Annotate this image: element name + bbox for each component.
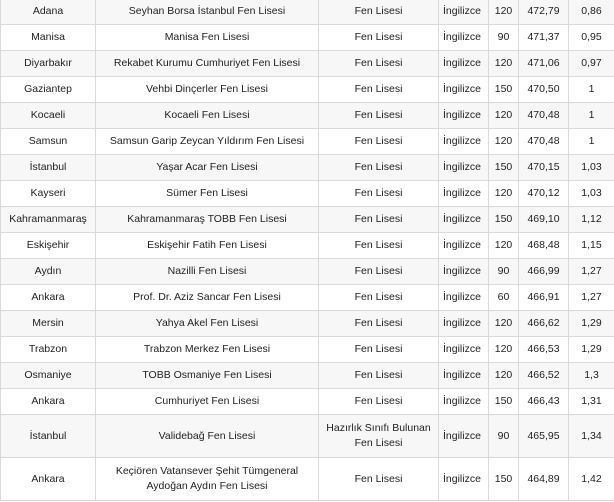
score-cell: 464,89	[519, 458, 569, 501]
school-name-cell: Vehbi Dinçerler Fen Lisesi	[96, 77, 319, 103]
quota-cell: 120	[489, 311, 519, 337]
school-type-cell: Fen Lisesi	[319, 0, 439, 25]
percentile-cell: 1	[569, 77, 614, 103]
school-type-cell: Fen Lisesi	[319, 181, 439, 207]
percentile-cell: 1,42	[569, 458, 614, 501]
language-cell: İngilizce	[439, 155, 489, 181]
table-row	[1, 77, 614, 103]
city-cell: Gaziantep	[1, 77, 96, 103]
quota-cell: 150	[489, 458, 519, 501]
school-type-cell: Fen Lisesi	[319, 363, 439, 389]
score-cell: 471,37	[519, 25, 569, 51]
score-cell: 465,95	[519, 415, 569, 458]
percentile-cell: 1,03	[569, 181, 614, 207]
score-cell: 469,10	[519, 207, 569, 233]
language-cell: İngilizce	[439, 259, 489, 285]
school-name-cell: Rekabet Kurumu Cumhuriyet Fen Lisesi	[96, 51, 319, 77]
school-name-cell: Trabzon Merkez Fen Lisesi	[96, 337, 319, 363]
quota-cell: 150	[489, 155, 519, 181]
quota-cell: 120	[489, 103, 519, 129]
language-cell: İngilizce	[439, 77, 489, 103]
school-type-cell: Fen Lisesi	[319, 337, 439, 363]
quota-cell: 60	[489, 285, 519, 311]
school-type-cell: Fen Lisesi	[319, 233, 439, 259]
city-cell: İstanbul	[1, 415, 96, 458]
city-cell: Kocaeli	[1, 103, 96, 129]
school-type-cell: Hazırlık Sınıfı Bulunan Fen Lisesi	[319, 415, 439, 458]
percentile-cell: 1,15	[569, 233, 614, 259]
school-name-cell: Sümer Fen Lisesi	[96, 181, 319, 207]
city-cell: Kayseri	[1, 181, 96, 207]
language-cell: İngilizce	[439, 415, 489, 458]
language-cell: İngilizce	[439, 0, 489, 25]
score-cell: 470,50	[519, 77, 569, 103]
quota-cell: 90	[489, 415, 519, 458]
city-cell: Ankara	[1, 285, 96, 311]
city-cell: Mersin	[1, 311, 96, 337]
table-row	[1, 181, 614, 207]
percentile-cell: 1,29	[569, 311, 614, 337]
school-name-cell: Prof. Dr. Aziz Sancar Fen Lisesi	[96, 285, 319, 311]
table-row	[1, 129, 614, 155]
language-cell: İngilizce	[439, 181, 489, 207]
school-type-cell: Fen Lisesi	[319, 285, 439, 311]
score-cell: 466,53	[519, 337, 569, 363]
school-type-cell: Fen Lisesi	[319, 155, 439, 181]
school-type-cell: Fen Lisesi	[319, 103, 439, 129]
score-cell: 466,62	[519, 311, 569, 337]
table-row	[1, 337, 614, 363]
school-type-cell: Fen Lisesi	[319, 77, 439, 103]
school-type-cell: Fen Lisesi	[319, 259, 439, 285]
school-type-cell: Fen Lisesi	[319, 389, 439, 415]
percentile-cell: 1,27	[569, 259, 614, 285]
score-cell: 470,15	[519, 155, 569, 181]
score-cell: 470,48	[519, 129, 569, 155]
school-type-cell: Fen Lisesi	[319, 51, 439, 77]
percentile-cell: 1	[569, 129, 614, 155]
table-row	[1, 155, 614, 181]
language-cell: İngilizce	[439, 458, 489, 501]
table-row	[1, 233, 614, 259]
city-cell: Diyarbakır	[1, 51, 96, 77]
table-row	[1, 259, 614, 285]
percentile-cell: 0,95	[569, 25, 614, 51]
table-row	[1, 0, 614, 25]
language-cell: İngilizce	[439, 25, 489, 51]
percentile-cell: 1	[569, 103, 614, 129]
quota-cell: 120	[489, 233, 519, 259]
city-cell: Trabzon	[1, 337, 96, 363]
school-type-cell: Fen Lisesi	[319, 311, 439, 337]
table-row	[1, 363, 614, 389]
school-name-cell: Kahramanmaraş TOBB Fen Lisesi	[96, 207, 319, 233]
language-cell: İngilizce	[439, 389, 489, 415]
table-row	[1, 207, 614, 233]
quota-cell: 120	[489, 129, 519, 155]
score-cell: 470,12	[519, 181, 569, 207]
school-name-cell: Validebağ Fen Lisesi	[96, 415, 319, 458]
table-row	[1, 285, 614, 311]
language-cell: İngilizce	[439, 207, 489, 233]
school-name-cell: Yaşar Acar Fen Lisesi	[96, 155, 319, 181]
city-cell: İstanbul	[1, 155, 96, 181]
table-row	[1, 51, 614, 77]
score-cell: 470,48	[519, 103, 569, 129]
percentile-cell: 1,27	[569, 285, 614, 311]
city-cell: Eskişehir	[1, 233, 96, 259]
city-cell: Osmaniye	[1, 363, 96, 389]
quota-cell: 120	[489, 51, 519, 77]
score-cell: 466,91	[519, 285, 569, 311]
quota-cell: 90	[489, 259, 519, 285]
score-cell: 472,79	[519, 0, 569, 25]
quota-cell: 150	[489, 207, 519, 233]
school-name-cell: Cumhuriyet Fen Lisesi	[96, 389, 319, 415]
language-cell: İngilizce	[439, 129, 489, 155]
language-cell: İngilizce	[439, 51, 489, 77]
score-cell: 471,06	[519, 51, 569, 77]
score-cell: 466,52	[519, 363, 569, 389]
school-name-cell: Kocaeli Fen Lisesi	[96, 103, 319, 129]
school-name-cell: Keçiören Vatansever Şehit Tümgeneral Aydoğan Aydın Fen Lisesi	[96, 458, 319, 501]
percentile-cell: 1,31	[569, 389, 614, 415]
quota-cell: 120	[489, 363, 519, 389]
school-name-cell: Nazilli Fen Lisesi	[96, 259, 319, 285]
school-type-cell: Fen Lisesi	[319, 25, 439, 51]
percentile-cell: 1,12	[569, 207, 614, 233]
quota-cell: 120	[489, 337, 519, 363]
percentile-cell: 0,97	[569, 51, 614, 77]
school-name-cell: Manisa Fen Lisesi	[96, 25, 319, 51]
table-row	[1, 415, 614, 458]
school-type-cell: Fen Lisesi	[319, 458, 439, 501]
table-row	[1, 458, 614, 501]
quota-cell: 90	[489, 25, 519, 51]
score-cell: 468,48	[519, 233, 569, 259]
language-cell: İngilizce	[439, 311, 489, 337]
percentile-cell: 1,29	[569, 337, 614, 363]
school-type-cell: Fen Lisesi	[319, 207, 439, 233]
language-cell: İngilizce	[439, 103, 489, 129]
quota-cell: 120	[489, 0, 519, 25]
city-cell: Kahramanmaraş	[1, 207, 96, 233]
city-cell: Ankara	[1, 389, 96, 415]
quota-cell: 120	[489, 181, 519, 207]
school-name-cell: Seyhan Borsa İstanbul Fen Lisesi	[96, 0, 319, 25]
table-row	[1, 103, 614, 129]
quota-cell: 150	[489, 389, 519, 415]
percentile-cell: 1,03	[569, 155, 614, 181]
score-cell: 466,43	[519, 389, 569, 415]
school-name-cell: Samsun Garip Zeycan Yıldırım Fen Lisesi	[96, 129, 319, 155]
percentile-cell: 0,86	[569, 0, 614, 25]
school-name-cell: Eskişehir Fatih Fen Lisesi	[96, 233, 319, 259]
percentile-cell: 1,3	[569, 363, 614, 389]
city-cell: Manisa	[1, 25, 96, 51]
table-row	[1, 25, 614, 51]
table-body	[1, 0, 614, 501]
school-type-cell: Fen Lisesi	[319, 129, 439, 155]
school-name-cell: TOBB Osmaniye Fen Lisesi	[96, 363, 319, 389]
city-cell: Adana	[1, 0, 96, 25]
percentile-cell: 1,34	[569, 415, 614, 458]
school-name-cell: Yahya Akel Fen Lisesi	[96, 311, 319, 337]
language-cell: İngilizce	[439, 285, 489, 311]
language-cell: İngilizce	[439, 337, 489, 363]
table-row	[1, 311, 614, 337]
quota-cell: 150	[489, 77, 519, 103]
language-cell: İngilizce	[439, 363, 489, 389]
table-row	[1, 389, 614, 415]
language-cell: İngilizce	[439, 233, 489, 259]
city-cell: Aydın	[1, 259, 96, 285]
city-cell: Samsun	[1, 129, 96, 155]
city-cell: Ankara	[1, 458, 96, 501]
score-cell: 466,99	[519, 259, 569, 285]
